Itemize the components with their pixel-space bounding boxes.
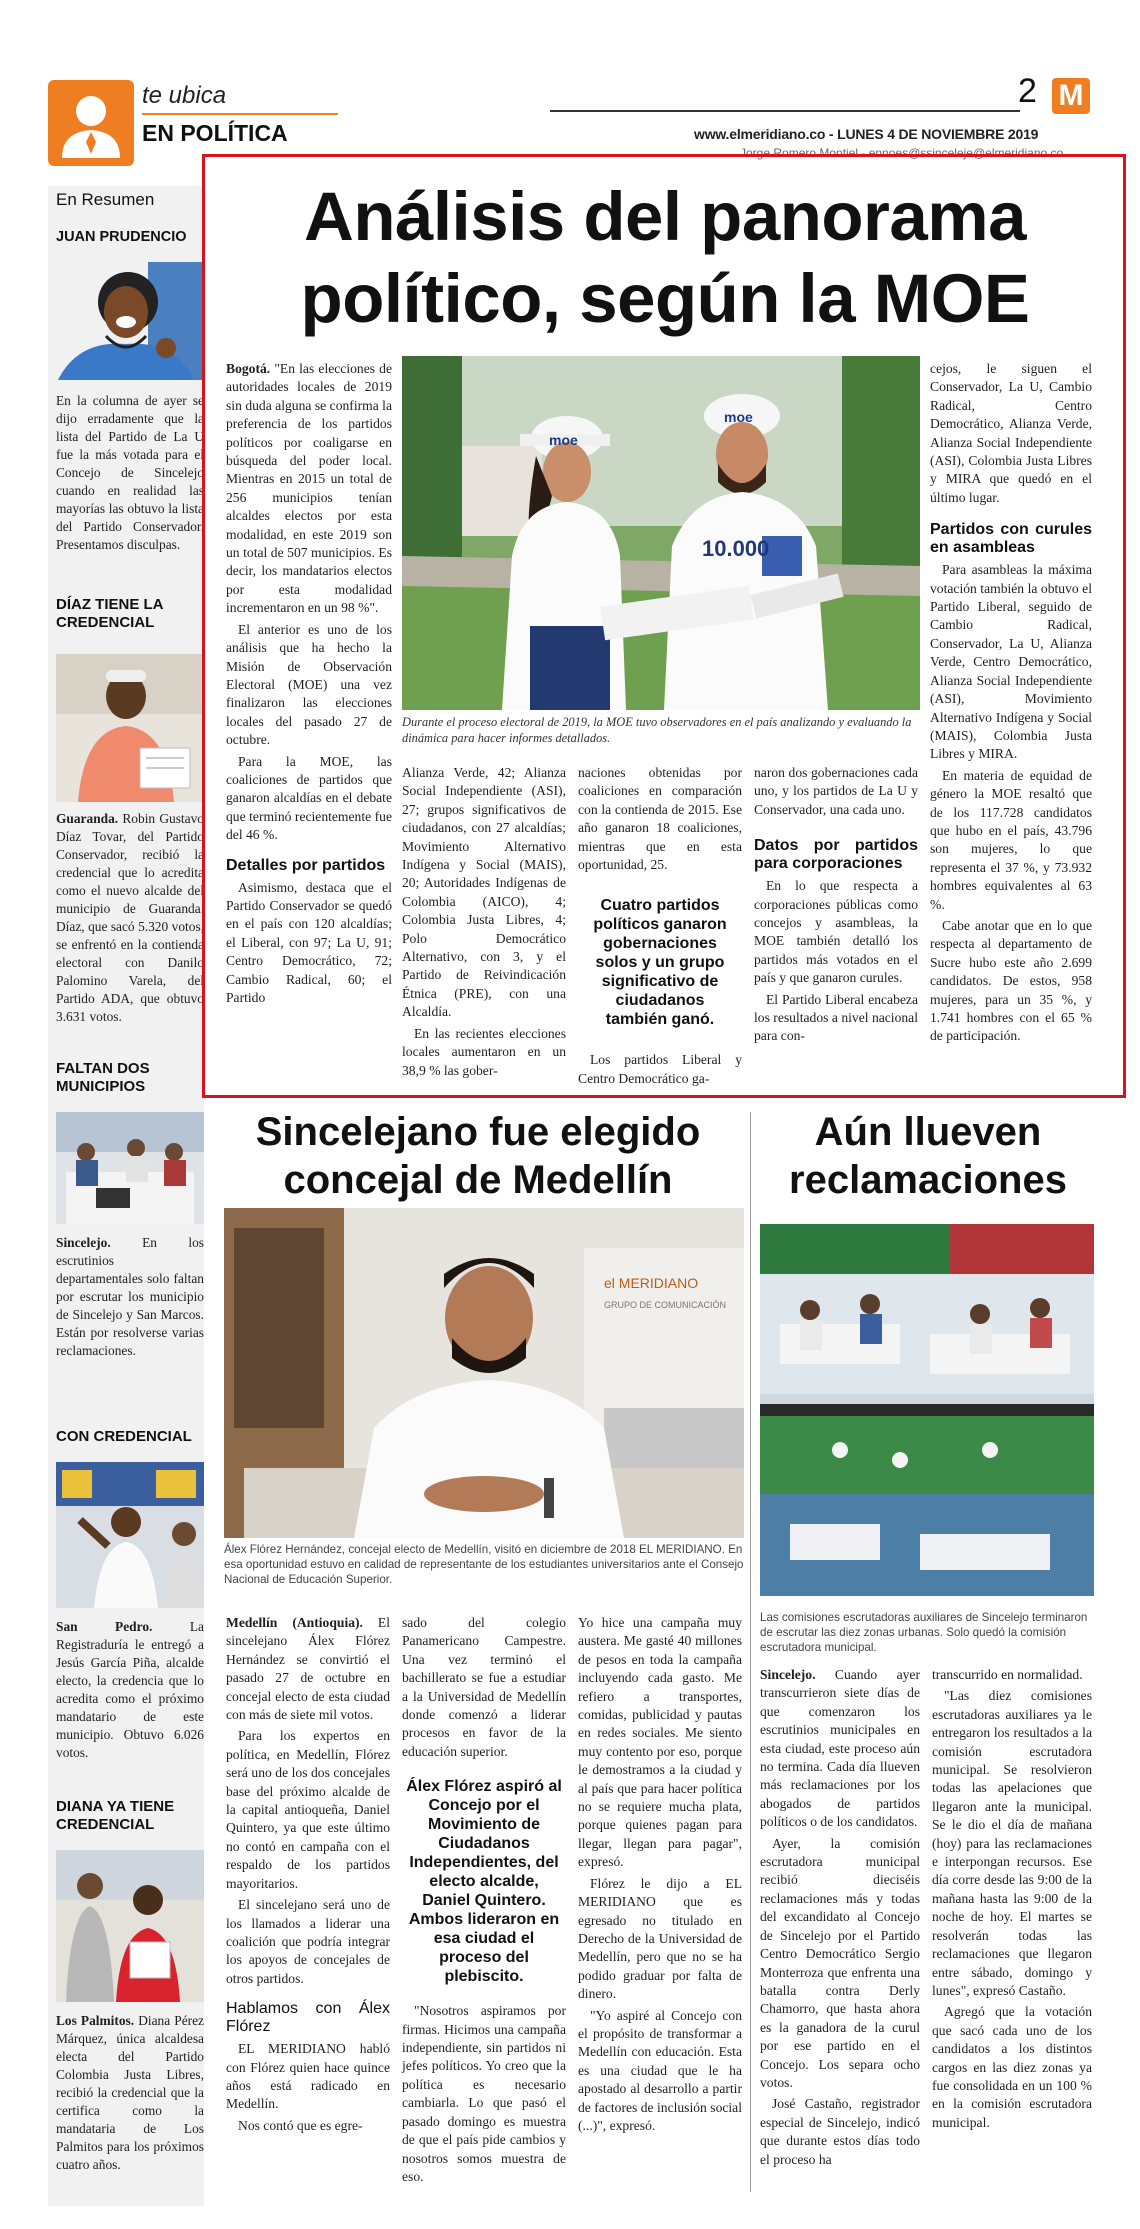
header-rule [550, 110, 1020, 112]
dateline-lead: Medellín (Antioquia). [226, 1615, 363, 1630]
dateline: www.elmeridiano.co - LUNES 4 DE NOVIEMBRE 2019 [694, 126, 1039, 142]
sidebar-item-lead: San Pedro. [56, 1619, 153, 1634]
main-column-4 [754, 764, 918, 1049]
paragraph: Para asambleas la máxima votación también la obtuvo el Partido Liberal, seguido de Cambio Radical, Conservador, La U, Alianza Verde, Centro Democrático, Alianza Social Independiente (ASI), Movimiento Alternativo Indígena y Social (MAIS), Colombia Justa Libres y MIRA. [930, 562, 1092, 762]
section-title: EN POLÍTICA [142, 120, 288, 146]
sidebar-item-body [56, 1618, 204, 1762]
subheading: Hablamos con Álex Flórez [226, 2000, 390, 2036]
page-number: 2 [1018, 72, 1037, 110]
wall-sign-text: el MERIDIANO [604, 1275, 699, 1291]
paragraph: Ayer, la comisión escrutadora municipal recibió dieciséis reclamaciones más y todas del excandidato al Concejo de Sincelejo por el Partido Centro Democrático Sergio Monterroza que enfrenta una batalla contra Derly Chamorro, que hasta ahora es la ganadora de la curul por ese partido en el Concejo. Los separa ocho votos. [760, 1835, 920, 2090]
sidebar-item-body: En la columna de ayer se dijo erradamente que la lista del Partido de La U fue la más votada para el Concejo de Sincelejo cuando en realidad las mayorías las obtuvo la lista del Partido Conservador. Presentamos disculpas. [56, 393, 204, 552]
sidebar-item-lead: Los Palmitos. [56, 2013, 135, 2028]
paragraph: Flórez le dijo a EL MERIDIANO que es egresado no titulado en Derecho de la Universidad de Medellín, pero que no se ha podido graduar por falta de dinero. [578, 1875, 742, 2002]
sidebar-heading: DIANA YA TIENE CREDENCIAL [56, 1798, 175, 1833]
sidebar-photo-escrutinio [56, 1112, 204, 1224]
paragraph: Cabe anotar que en lo que respecta al departamento de Sucre hubo este año 2.699 candidatos. De estos, 958 mujeres, para un 35 %, y 1.741 hombres con el 65 % de participación. [930, 917, 1092, 1044]
column-divider [750, 1112, 751, 2192]
pull-quote: Cuatro partidos políticos ganaron gobernaciones solos y un grupo significativo de ciudadanos también ganó. [593, 897, 727, 1029]
main-column-3 [578, 764, 742, 1091]
paragraph: El Partido Liberal encabeza los resultados a nivel nacional para con- [754, 991, 918, 1044]
sidebar-item-lead: Sincelejo. [56, 1235, 111, 1250]
sidebar-heading: DÍAZ TIENE LA CREDENCIAL [56, 596, 163, 631]
sidebar [48, 186, 204, 2206]
paragraph: naron dos gobernaciones cada uno, y los partidos de La U y Conservador, una cada uno. [754, 765, 918, 817]
sidebar-heading: FALTAN DOS MUNICIPIOS [56, 1060, 150, 1095]
cartoon-illustration [48, 262, 204, 380]
sidebar-item-text: Diana Pérez Márquez, única alcaldesa electa del Partido Colombia Justa Libres, recibió la credencial que la certifica como la mandataria de Los Palmitos para los próximos cuatro años. [56, 2013, 204, 2172]
sidebar-item-text: La Registraduría le entregó a Jesús García Piña, alcalde electo, la credencia que lo acredita como el próximo mandatario de este municipio. Obtuvo 6.026 votos. [56, 1619, 204, 1760]
story2-photo-florez [224, 1208, 744, 1538]
story2-headline-line1: Sincelejano fue elegido [255, 1110, 701, 1154]
story3-headline-line1: Aún llueven [814, 1110, 1042, 1154]
main-photo-caption: Durante el proceso electoral de 2019, la MOE tuvo observadores en el país analizando y evaluando la dinámica para hacer informes detallados. [402, 715, 912, 745]
paragraph: Para la MOE, las coaliciones de partidos que ganaron alcaldías en el debate que terminó recientemente fue del 46 %. [226, 753, 392, 843]
paragraph: Los partidos Liberal y Centro Democrático ga- [578, 1052, 742, 1086]
user-icon [48, 80, 134, 166]
kicker-rule [142, 113, 338, 115]
shirt-text-right: 10.000 [702, 536, 770, 561]
paragraph: Para los expertos en política, en Medellín, Flórez será uno de los dos concejales base del próximo alcalde de la capital antioqueña, Daniel Quintero, ya que este último no contó en campaña con el respaldo de los partidos mayoritarios. [226, 1728, 390, 1891]
sidebar-item-body [56, 2012, 204, 2174]
meridiano-logo [1052, 78, 1090, 114]
story2-photo-caption: Álex Flórez Hernández, concejal electo de Medellín, visitó en diciembre de 2018 EL MERIDIANO. En esa oportunidad estuvo en calidad de representante de los estudiantes universitarios ante el Consejo Nacional de Educación Superior. [224, 1543, 744, 1586]
paragraph: "En las elecciones de autoridades locales de 2019 sin duda alguna se confirma la preferencia de los partidos políticos por coaligarse en búsqueda del poder local. Mientras en 2015 un total de 256 municipios tenían alcaldes electos por esta modalidad, en este 2019 son un total de 507 municipios. Es decir, los mandatarios electos por esta modalidad incrementaron en un 98 %". [226, 361, 392, 616]
author-line: Jorge Romero Montiel - ennoes@ssinceleje@elmeridiano.co [740, 146, 1064, 160]
subheading: Datos por partidos para corporaciones [754, 837, 918, 873]
paragraph: Nos contó que es egre- [238, 2117, 363, 2133]
paragraph: "Yo aspiré al Concejo con el propósito de transformar a Medellín con educación. Esta es una ciudad que le ha apostado al desarrollo a partir de factores de inclusión social (...)", expresó. [578, 2007, 742, 2133]
sidebar-heading: JUAN PRUDENCIO [56, 229, 187, 245]
paragraph: José Castaño, registrador especial de Sincelejo, indicó que durante estos días todo el proceso ha [760, 2096, 920, 2167]
paragraph: cejos, le siguen el Conservador, La U, Cambio Radical, Centro Democrático, Alianza Verde, Alianza Social Independiente (ASI), Colombia Justa Libres y MIRA que quedó en el último lugar. [930, 361, 1092, 505]
paragraph: sado del colegio Panamericano Campestre. Una vez terminó el bachillerato se fue a estudiar a la Universidad de Medellín donde comenzó a liderar procesos en favor de la educación superior. [402, 1615, 566, 1759]
paragraph: Asimismo, destaca que el Partido Conservador se quedó en el país con 120 alcaldías; el Liberal, con 97; La U, 91; Centro Democrático, 72; Cambio Radical, 60; el Partido [226, 879, 392, 1005]
sidebar-heading: CON CREDENCIAL [56, 1428, 192, 1445]
story2-column-1 [226, 1614, 390, 2138]
wall-sign-subtext: GRUPO DE COMUNICACIÓN [604, 1300, 727, 1310]
paragraph: naciones obtenidas por coaliciones en comparación con la contienda de 2015. Ese año ganaron 18 coaliciones, mientras que en esta oportunidad, 25. [578, 765, 742, 873]
sidebar-title: En Resumen [56, 190, 155, 209]
pull-quote: Álex Flórez aspiró al Concejo por el Movimiento de Ciudadanos Independientes, del electo alcalde, Daniel Quintero. Ambos lideraron en esa ciudad el proceso del plebiscito. [406, 1778, 562, 1986]
paragraph: Agregó que la votación que sacó cada uno de los candidatos a los distintos cargos en las diez zonas ya fue consolidada en un 100 % en la comisión escrutadora municipal. [932, 2004, 1092, 2130]
dateline-lead: Sincelejo. [760, 1667, 816, 1682]
subheading: Detalles por partidos [226, 856, 386, 874]
sidebar-photo-guaranda [56, 654, 204, 802]
paragraph: "Nosotros aspiramos por firmas. Hicimos una campaña independiente, sin partidos ni jefes políticos. Yo creo que la política es necesario cambiarla. Lo que pasó el pasado domingo es muestra de que el país pide cambios y nosotros somos muestra de eso. [402, 2003, 566, 2184]
story2-column-3 [578, 1614, 742, 2138]
sidebar-item-text: Robin Gustavo Díaz Tovar, del Partido Conservador, recibió la credencial que lo acredita como el nuevo alcalde del municipio de Guaranda. Díaz, que sacó 5.320 votos, se enfrentó en la contienda electoral con Danilo Palomino Varela, del Partido ADA, que obtuvo 3.631 votos. [56, 811, 204, 1024]
main-headline [210, 176, 1120, 340]
sidebar-item-text: En los escrutinios departamentales solo faltan por escrutar los municipio de Sincelejo y San Marcos. Están por resolverse varias reclamaciones. [56, 1235, 204, 1358]
story3-photo-caption: Las comisiones escrutadoras auxiliares de Sincelejo terminaron de escrutar las diez zonas urbanas. Solo quedó la comisión escrutadora municipal. [760, 1611, 1088, 1654]
sidebar-item-lead: Guaranda. [56, 811, 119, 826]
paragraph: EL MERIDIANO habló con Flórez quien hace quince años está radicado en Medellín. [226, 2041, 390, 2112]
subheading: Partidos con curules en asambleas [930, 521, 1092, 557]
sidebar-photo-sanpedro [56, 1462, 204, 1608]
main-column-1 [226, 360, 392, 1010]
story2-headline-line2: concejal de Medellín [283, 1158, 673, 1202]
paragraph: Alianza Verde, 42; Alianza Social Independiente (ASI), 27; grupos significativos de ciudadanos, con 27 alcaldías; Movimiento Alternativo Indígena y Social (MAIS), 20; Autoridades Indígenas de Colombia (AICO), 4; Colombia Justa Libres, 4; Polo Democrático Alternativo, con 3, y el Partido de Reivindicación Étnica (PRE), con una Alcaldía. [402, 765, 566, 1020]
paragraph: Cuando ayer transcurrieron siete días de que comenzaron los escrutinios municipales en esta ciudad, este proceso aún no termina. Cada día llueven más reclamaciones por los abogados de partidos políticos o de los candidatos. [760, 1667, 920, 1830]
sidebar-item-body [56, 1234, 204, 1360]
dateline-lead: Bogotá. [226, 361, 271, 376]
story3-photo-escrutinio [760, 1224, 1094, 1596]
paragraph: "Las diez comisiones escrutadoras auxiliares ya le entregaron los resultados a la comisión escrutadora municipal. Se resolvieron todas las apelaciones que llegaron ante la municipal. Se le dio el día de mañana (hoy) para las reclamaciones e interpongan recursos. Ese día corre desde las 9:00 de la mañana hasta las 9:00 de la noche de hoy. El martes se resolverán todas las reclamaciones que llegaron entre sábado, domingo y lunes", expresó Castaño. [932, 1688, 1092, 1998]
story2-column-2 [402, 1614, 566, 2189]
paragraph: El sincelejano Álex Flórez Hernández se convirtió el pasado 27 de octubre en concejal electo de esta ciudad con más de siete mil votos. [226, 1615, 391, 1723]
paragraph: El anterior es uno de los análisis que ha hecho la Misión de Observación Electoral (MOE) una vez finalizaron las elecciones locales del pasado 27 de octubre. [226, 621, 392, 748]
main-column-2 [402, 764, 566, 1083]
story3-headline-line2: reclamaciones [789, 1158, 1067, 1202]
sidebar-item-body [56, 810, 204, 1026]
main-column-5 [930, 360, 1092, 1049]
cap-logo-right: moe [724, 409, 753, 425]
logo-letter: M [1058, 79, 1084, 112]
main-photo-moe [402, 356, 920, 710]
story2-headline [218, 1108, 738, 1204]
story3-column-2 [932, 1666, 1092, 2135]
paragraph: El sincelejano será uno de los llamados a liderar una coalición que podría integrar los apoyos de concejales de otros partidos. [226, 1897, 390, 1986]
main-headline-line1: Análisis del panorama [304, 178, 1026, 255]
paragraph: En materia de equidad de género la MOE resaltó que de los 117.728 candidatos que hubo en el país, 43.796 son mujeres, lo que representa el 37 %, y 73.932 hombres equivalentes al 63 %. [930, 767, 1092, 912]
cap-logo-left: moe [549, 432, 578, 448]
paragraph: transcurrido en normalidad. [932, 1667, 1083, 1682]
story3-column-1 [760, 1666, 920, 2172]
sidebar-photo-palmitos [56, 1850, 204, 2002]
main-headline-line2: político, según la MOE [300, 260, 1030, 337]
paragraph: Yo hice una campaña muy austera. Me gasté 40 millones de pesos en toda la campaña incluyendo cada gasto. Me refiero a transportes, comidas, publicidad y pautas en redes sociales. Me siento muy contento por eso, porque le demostramos a la ciudad y al país que para hacer política no se requiere mucha plata, porque quienes pagan para llegar, llegan para pagar", expresó. [578, 1615, 742, 1870]
story3-headline [758, 1108, 1098, 1204]
paragraph: En lo que respecta a corporaciones públicas como concejos y asambleas, la MOE también detalló los partidos más votados en el país y que ganaron curules. [754, 878, 918, 986]
paragraph: En las recientes elecciones locales aumentaron en un 38,9 % las gober- [402, 1025, 566, 1078]
section-kicker: te ubica [142, 82, 227, 109]
